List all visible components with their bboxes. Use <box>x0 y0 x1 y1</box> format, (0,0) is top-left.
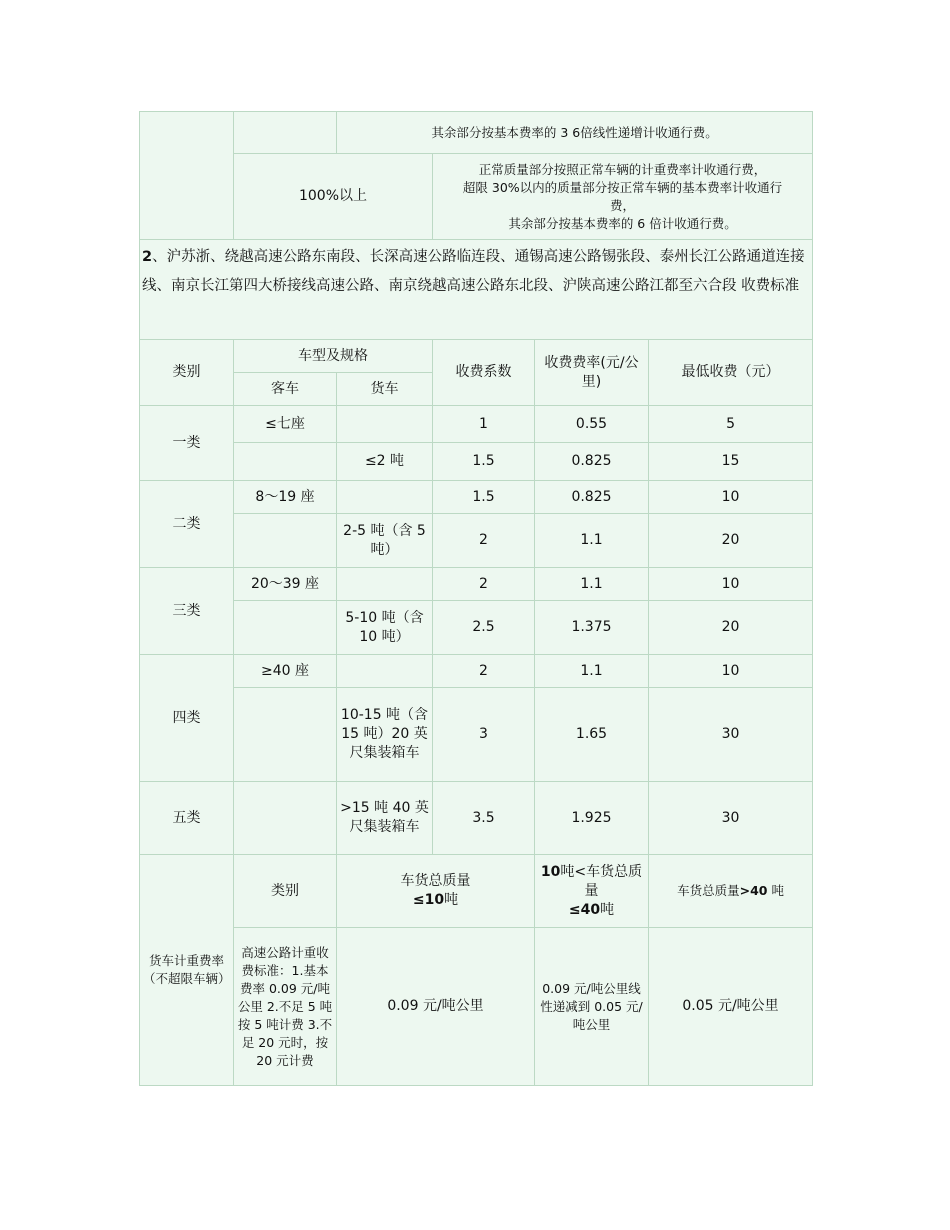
rate-cell: 0.825 <box>535 481 649 514</box>
header-category: 类别 <box>140 340 234 406</box>
table-row <box>140 514 813 568</box>
freight-spec <box>337 568 433 601</box>
header-freight: 货车 <box>337 373 433 406</box>
table-row <box>140 481 813 514</box>
header-coefficient: 收费系数 <box>433 340 535 406</box>
rule-line: 其余部分按基本费率的 6 倍计收通行费。 <box>508 215 737 231</box>
weight-category-header: 类别 <box>234 855 337 928</box>
passenger-spec: ≥40 座 <box>234 655 337 688</box>
passenger-spec: 20～39 座 <box>234 568 337 601</box>
table-row <box>140 112 813 154</box>
empty-cell <box>140 112 234 240</box>
header-unit: 吨 <box>600 901 615 918</box>
rule-line: 超限 30%以内的质量部分按正常车辆的基本费率计收通行 <box>462 179 783 195</box>
min-fee-cell: 20 <box>649 601 813 655</box>
class-name: 二类 <box>140 481 234 568</box>
section-number: 2 <box>142 249 153 265</box>
freight-spec: >15 吨 40 英尺集装箱车 <box>337 782 433 855</box>
section-heading <box>140 240 813 340</box>
passenger-spec <box>234 688 337 782</box>
table-row <box>140 568 813 601</box>
overload-rule-text <box>433 154 813 240</box>
coefficient-cell: 3 <box>433 688 535 782</box>
header-text: 车货总质量 <box>400 873 471 889</box>
header-number: ≤10 <box>412 892 445 908</box>
freight-spec <box>337 406 433 443</box>
class-name: 四类 <box>140 655 234 782</box>
weight-col1-value: 0.09 元/吨公里 <box>337 928 535 1086</box>
coefficient-cell: 3.5 <box>433 782 535 855</box>
header-unit: 吨 <box>560 863 575 880</box>
min-fee-cell: 10 <box>649 655 813 688</box>
rate-cell: 1.375 <box>535 601 649 655</box>
table-row <box>140 240 813 340</box>
table-row <box>140 154 813 240</box>
min-fee-cell: 10 <box>649 568 813 601</box>
table-header-row <box>140 340 813 373</box>
passenger-spec <box>234 601 337 655</box>
rate-cell: 0.55 <box>535 406 649 443</box>
table-row <box>140 928 813 1086</box>
class-name: 一类 <box>140 406 234 481</box>
min-fee-cell: 30 <box>649 688 813 782</box>
weight-col1-header <box>337 855 535 928</box>
table-row <box>140 855 813 928</box>
weight-standard-text: 高速公路计重收费标准：1.基本费率 0.09 元/吨公里 2.不足 5 吨按 5 吨计费 3.不足 20 元时，按 20 元计费 <box>234 928 337 1086</box>
header-rate: 收费费率(元/公里) <box>535 340 649 406</box>
freight-spec: 5-10 吨（含 10 吨） <box>337 601 433 655</box>
weight-col3-header <box>649 855 813 928</box>
header-number: 10 <box>540 863 561 880</box>
passenger-spec <box>234 514 337 568</box>
passenger-spec <box>234 782 337 855</box>
rule-line: 费， <box>610 197 636 213</box>
coefficient-cell: 2 <box>433 655 535 688</box>
freight-spec: 2-5 吨（含 5 吨） <box>337 514 433 568</box>
rule-line: 正常质量部分按照正常车辆的计重费率计收通行费， <box>478 161 767 177</box>
passenger-spec: ≤七座 <box>234 406 337 443</box>
header-min-fee: 最低收费（元） <box>649 340 813 406</box>
header-text: 车货总质量 <box>677 883 740 898</box>
min-fee-cell: 5 <box>649 406 813 443</box>
freight-spec <box>337 655 433 688</box>
section-title: 、沪苏浙、绕越高速公路东南段、长深高速公路临连段、通锡高速公路锡张段、泰州长江公路通道连接线、南京长江第四大桥接线高速公路、南京绕越高速公路东北段、沪陕高速公路江都至六合段 收费标准 <box>142 249 805 294</box>
header-number: ≤40 <box>568 901 601 918</box>
header-passenger: 客车 <box>234 373 337 406</box>
weight-col2-header <box>535 855 649 928</box>
rate-cell: 1.1 <box>535 568 649 601</box>
freight-spec: ≤2 吨 <box>337 443 433 481</box>
header-number: >40 <box>739 883 768 898</box>
table-row <box>140 443 813 481</box>
overload-range: 100%以上 <box>234 154 433 240</box>
rate-cell: 1.65 <box>535 688 649 782</box>
weight-col2-value: 0.09 元/吨公里线性递减到 0.05 元/吨公里 <box>535 928 649 1086</box>
freight-spec <box>337 481 433 514</box>
coefficient-cell: 1.5 <box>433 481 535 514</box>
table-row <box>140 688 813 782</box>
class-name: 三类 <box>140 568 234 655</box>
min-fee-cell: 15 <box>649 443 813 481</box>
freight-spec: 10-15 吨（含 15 吨）20 英尺集装箱车 <box>337 688 433 782</box>
rate-cell: 1.1 <box>535 514 649 568</box>
toll-table <box>139 111 813 1086</box>
table-row <box>140 782 813 855</box>
rate-cell: 1.925 <box>535 782 649 855</box>
header-text: <车货总质量 <box>574 863 643 899</box>
coefficient-cell: 1 <box>433 406 535 443</box>
table-row <box>140 655 813 688</box>
overload-rule-text: 其余部分按基本费率的 3 6倍线性递增计收通行费。 <box>337 112 813 154</box>
table-row <box>140 601 813 655</box>
rate-cell: 0.825 <box>535 443 649 481</box>
coefficient-cell: 2 <box>433 514 535 568</box>
min-fee-cell: 10 <box>649 481 813 514</box>
document-page <box>139 111 812 1086</box>
weight-rate-label: 货车计重费率（不超限车辆） <box>140 855 234 1086</box>
passenger-spec: 8～19 座 <box>234 481 337 514</box>
table-row <box>140 406 813 443</box>
coefficient-cell: 2.5 <box>433 601 535 655</box>
coefficient-cell: 2 <box>433 568 535 601</box>
empty-cell <box>234 112 337 154</box>
weight-col3-value: 0.05 元/吨公里 <box>649 928 813 1086</box>
header-unit: 吨 <box>767 883 784 898</box>
passenger-spec <box>234 443 337 481</box>
header-vehicle-spec: 车型及规格 <box>234 340 433 373</box>
min-fee-cell: 30 <box>649 782 813 855</box>
header-unit: 吨 <box>444 892 459 908</box>
min-fee-cell: 20 <box>649 514 813 568</box>
rate-cell: 1.1 <box>535 655 649 688</box>
coefficient-cell: 1.5 <box>433 443 535 481</box>
class-name: 五类 <box>140 782 234 855</box>
